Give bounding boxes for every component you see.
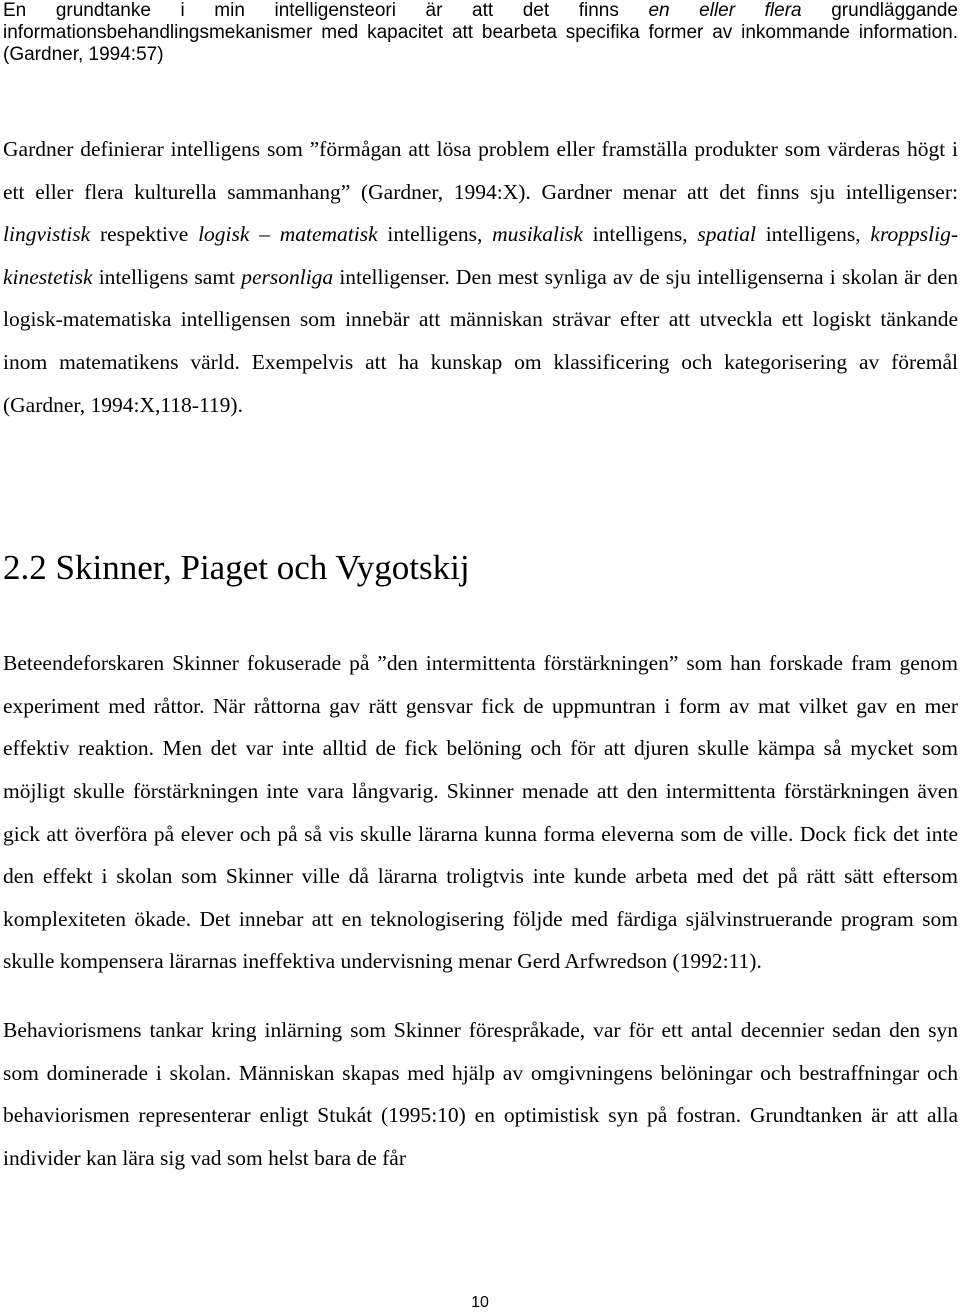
- intro-quote: [3, 0, 958, 66]
- emphasis-logisk-matematisk: logisk – matematisk: [198, 222, 378, 247]
- page-number: 10: [471, 1294, 489, 1311]
- text-run: intelligenser. Den mest synliga av de sju intelligenserna i skolan är den logisk-matematiska intelligensen som innebär att människan strävar efter att utveckla ett logiskt tänkande inom matematikens värld. Exempelvis att ha kunskap om klassificering och kategorisering av föremål (Gardner, 1994:X,118-119).: [3, 264, 958, 417]
- text-run: intelligens samt: [92, 264, 242, 289]
- section-heading: 2.2 Skinner, Piaget och Vygotskij: [3, 548, 470, 588]
- text-run: intelligens,: [582, 222, 698, 247]
- emphasis-lingvistisk: lingvistisk: [3, 222, 91, 247]
- emphasis-kroppslig-kinestetisk: kroppslig-kinestetisk: [3, 222, 959, 289]
- text-run: Gardner definierar intelligens som ”förmågan att lösa problem eller framställa produkter som värderas högt i ett eller flera kulturella sammanhang” (Gardner, 1994:X). Gardner menar att det finns sju intelligenser:: [3, 137, 958, 204]
- text-run: intelligens,: [755, 222, 871, 247]
- intro-text-2: grundläggande informationsbehandlingsmekanismer med kapacitet att bearbeta specifika former av inkommande information. (Gardner, 1994:57): [3, 0, 958, 65]
- paragraph-skinner: Beteendeforskaren Skinner fokuserade på ”den intermittenta förstärkningen” som han forskade fram genom experiment med råttor. När råttorna gav rätt gensvar fick de uppmuntran i form av mat vilket gav en mer effektiv reaktion. Men det var inte alltid de fick belöning och för att djuren skulle kämpa så mycket som möjligt skulle förstärkningen inte vara långvarig. Skinner menade att den intermittenta förstärkningen även gick att överföra på elever och på så vis skulle lärarna kunna forma eleverna som de ville. Dock fick det inte den effekt i skolan som Skinner ville då lärarna troligtvis inte kunde arbeta med det på rätt sätt eftersom komplexiteten ökade. Det innebar att en teknologisering följde med färdiga självinstruerande program som skulle kompensera lärarnas ineffektiva undervisning menar Gerd Arfwredson (1992:11).: [3, 651, 958, 974]
- intro-emphasis: en eller flera: [648, 0, 802, 21]
- paragraph-gardner: [3, 128, 958, 426]
- text-run: intelligens,: [377, 222, 493, 247]
- emphasis-spatial: spatial: [697, 222, 756, 247]
- text-run: respektive: [90, 222, 199, 247]
- emphasis-personliga: personliga: [241, 264, 334, 289]
- emphasis-musikalisk: musikalisk: [492, 222, 583, 247]
- intro-text-1: En grundtanke i min intelligensteori är att det finns: [3, 0, 649, 21]
- document-page: [3, 0, 958, 1179]
- paragraph-behaviorism: Behaviorismens tankar kring inlärning som Skinner förespråkade, var för ett antal decennier sedan den syn som dominerade i skolan. Människan skapas med hjälp av omgivningens belöningar och bestraffningar och behaviorismen representerar enligt Stukát (1995:10) en optimistisk syn på fostran. Grundtanken är att alla individer kan lära sig vad som helst bara de får: [3, 1017, 958, 1170]
